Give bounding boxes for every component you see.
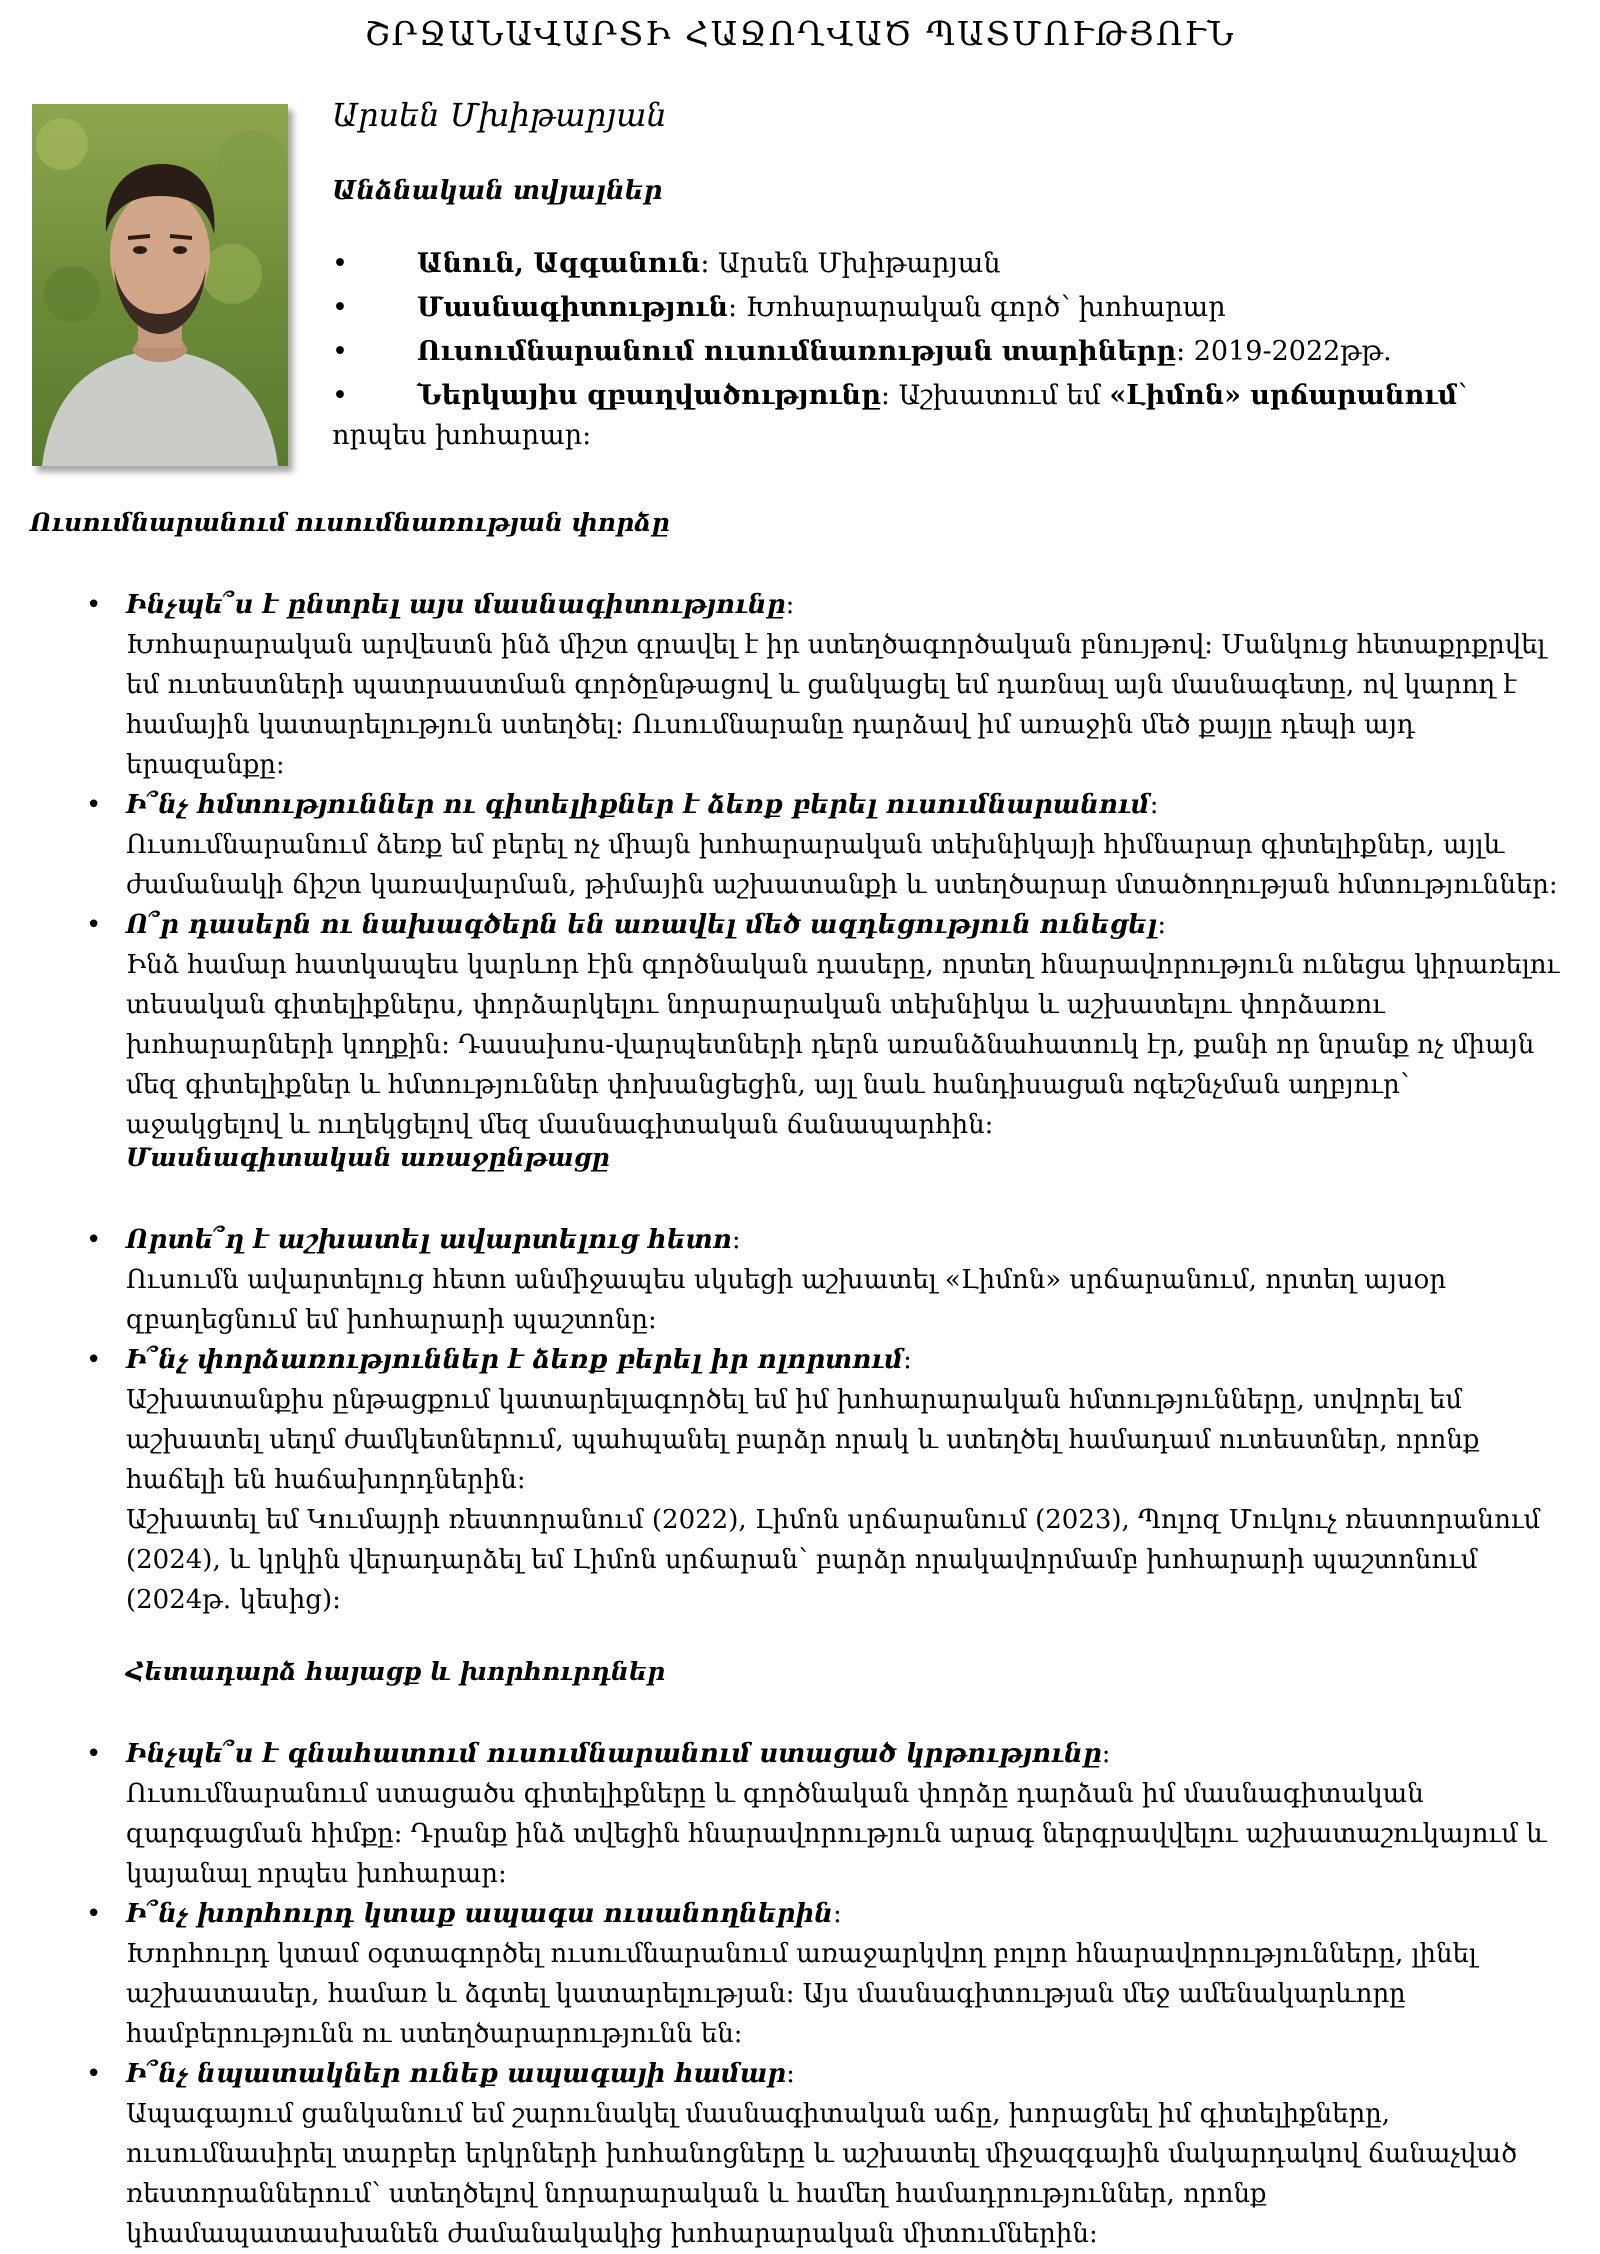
list-item: • Ո՞ր դասերն ու նախագծերն են առավել մեծ ազդեցություն ունեցել: Ինձ համար հատկապես կարևոր էին գործնական դասերը, որտեղ հնարավորություն ունեցա կիրառելու տեսական գիտելիքներս, փորձարկելու նորարարական տեխնիկա և աշխատելու փորձառու խոհարարների կողքին: Դասախոս-վարպետների դերն առանձնահատուկ էր, քանի որ նրանք ոչ միայն մեզ գիտելիքներ և հմտություններ փոխանցեցին, այլ նաև հանդիսացան ոգեշնչման աղբյուր՝ աջակցելով և ուղեկցելով մեզ մասնագիտական ճանապարհին: [126,905,1566,1145]
qa-list-career [86,1220,1566,1620]
person-name: Արսեն Մխիթարյան [332,96,667,134]
personal-heading: Անձնական տվյալներ [332,176,663,206]
personal-label: Ուսումնարանում ուսումնառության տարիները [417,336,1177,367]
personal-item [332,376,1562,456]
bullet-icon: • [332,292,348,323]
answer: Խոհարարական արվեստն ինձ միշտ գրավել է իր ստեղծագործական բնույթով: Մանկուց հետաքրքրվել եմ ուտեստների պատրաստման գործընթացով և ցանկացել եմ դառնալ այն մասնագետը, ով կարող է համային կատարելություն ստեղծել: Ուսումնարանը դարձավ իմ առաջին մեծ քայլը դեպի այդ երազանքը: [126,630,1546,780]
personal-value-end: ՝ որպես խոհարար: [332,380,1468,451]
bullet-icon: • [332,336,348,367]
question: Ի՞նչ հմտություններ ու գիտելիքներ է ձեռք բերել ուսումնարանում [126,790,1150,820]
document-title: ՇՐՋԱՆԱՎԱՐՏԻ ՀԱՋՈՂՎԱԾ ՊԱՏՄՈՒԹՅՈՒՆ [364,14,1236,53]
question: Ո՞ր դասերն ու նախագծերն են առավել մեծ ազդեցություն ունեցել [126,910,1158,940]
personal-item [332,288,1562,328]
list-item: • Ինչպե՞ս է գնահատում ուսումնարանում ստացած կրթությունը: Ուսումնարանում ստացածս գիտելիքները և գործնական փորձը դարձան իմ մասնագիտական զարգացման հիմքը: Դրանք ինձ տվեցին հնարավորություն արագ ներգրավվելու աշխատաշուկայում և կայանալ որպես խոհարար: [126,1734,1566,1894]
section-heading-career: Մասնագիտական առաջընթացը [126,1143,610,1172]
list-item: • Ի՞նչ հմտություններ ու գիտելիքներ է ձեռք բերել ուսումնարանում: Ուսումնարանում ձեռք եմ բերել ոչ միայն խոհարարական տեխնիկայի հիմնարար գիտելիքներ, այլև ժամանակի ճիշտ կառավարման, թիմային աշխատանքի և ստեղծարար մտածողության հմտություններ: [126,785,1566,905]
answer: Աշխատանքիս ընթացքում կատարելագործել եմ իմ խոհարարական հմտությունները, սովորել եմ աշխատել սեղմ ժամկետներում, պահպանել բարձր որակ և ստեղծել համադամ ուտեստներ, որոնք հաճելի են հաճախորդներին: [126,1385,1480,1495]
answer: Ուսումն ավարտելուց հետո անմիջապես սկսեցի աշխատել «Լիմոն» սրճարանում, որտեղ այսօր զբաղեցնում եմ խոհարարի պաշտոնը: [126,1265,1447,1335]
personal-label: Ներկայիս զբաղվածությունը [417,380,881,411]
answer: Խորհուրդ կտամ օգտագործել ուսումնարանում առաջարկվող բոլոր հնարավորությունները, լինել աշխատասեր, համառ և ձգտել կատարելության: Այս մասնագիտության մեջ ամենակարևորը համբերությունն ու ստեղծարարությունն են: [126,1939,1477,2049]
answer-continued: Աշխատել եմ Կումայրի ռեստորանում (2022), Լիմոն սրճարանում (2023), Պոլոզ Մուկուչ ռեստորանում (2024), և կրկին վերադարձել եմ Լիմոն սրճարան՝ բարձր որակավորմամբ խոհարարի պաշտոնում (2024թ. կեսից): [126,1505,1541,1615]
list-item: • Ի՞նչ փորձառություններ է ձեռք բերել իր ոլորտում: Աշխատանքիս ընթացքում կատարելագործել եմ իմ խոհարարական հմտությունները, սովորել եմ աշխատել սեղմ ժամկետներում, պահպանել բարձր որակ և ստեղծել համադամ ուտեստներ, որոնք հաճելի են հաճախորդներին: Աշխատել եմ Կումայրի ռեստորանում (2022), Լիմոն սրճարանում (2023), Պոլոզ Մուկուչ ռեստորանում (2024), և կրկին վերադարձել եմ Լիմոն սրճարան՝ բարձր որակավորմամբ խոհարարի պաշտոնում (2024թ. կեսից): [126,1340,1566,1620]
question: Ի՞նչ փորձառություններ է ձեռք բերել իր ոլորտում [126,1345,904,1375]
personal-item [332,244,1562,284]
question: Ինչպե՞ս է ընտրել այս մասնագիտությունը [126,590,786,620]
bullet-icon: • [86,790,102,820]
bullet-icon: • [86,590,102,620]
qa-list-study [86,585,1566,1145]
personal-value-bold: «Լիմոն» սրճարանում [1109,380,1458,411]
list-item: • Որտե՞ղ է աշխատել ավարտելուց հետո: Ուսումն ավարտելուց հետո անմիջապես սկսեցի աշխատել «Լիմոն» սրճարանում, որտեղ այսօր զբաղեցնում եմ խոհարարի պաշտոնը: [126,1220,1566,1340]
question: Որտե՞ղ է աշխատել ավարտելուց հետո [126,1225,732,1255]
bullet-icon: • [86,1225,102,1255]
personal-value: : Աշխատում եմ [880,380,1110,411]
personal-list [332,244,1562,460]
question: Ի՞նչ խորհուրդ կտաք ապագա ուսանողներին [126,1899,833,1929]
answer: Ուսումնարանում ստացածս գիտելիքները և գործնական փորձը դարձան իմ մասնագիտական զարգացման հիմքը: Դրանք ինձ տվեցին հնարավորություն արագ ներգրավվելու աշխատաշուկայում և կայանալ որպես խոհարար: [126,1779,1547,1889]
bullet-icon: • [86,1345,102,1375]
personal-value: : Արսեն Մխիթարյան [700,248,1001,279]
personal-value: : Խոհարարական գործ՝ խոհարար [728,292,1226,323]
section-heading-study: Ուսումնարանում ուսումնառության փորձը [30,508,670,537]
answer: Ինձ համար հատկապես կարևոր էին գործնական դասերը, որտեղ հնարավորություն ունեցա կիրառելու տեսական գիտելիքներս, փորձարկելու նորարարական տեխնիկա և աշխատելու փորձառու խոհարարների կողքին: Դասախոս-վարպետների դերն առանձնահատուկ էր, քանի որ նրանք ոչ միայն մեզ գիտելիքներ և հմտություններ փոխանցեցին, այլ նաև հանդիսացան ոգեշնչման աղբյուր՝ աջակցելով և ուղեկցելով մեզ մասնագիտական ճանապարհին: [126,950,1560,1140]
bullet-icon: • [86,1739,102,1769]
bullet-icon: • [332,380,348,411]
list-item: • Ի՞նչ նպատակներ ունեք ապագայի համար: Ապագայում ցանկանում եմ շարունակել մասնագիտական աճը, խորացնել իմ գիտելիքները, ուսումնասիրել տարբեր երկրների խոհանոցները և աշխատել միջազգային մակարդակով ճանաչված ռեստորաններում՝ ստեղծելով նորարարական և համեղ համադրություններ, որոնք կհամապատասխանեն ժամանակակից խոհարարական միտումներին: [126,2054,1566,2254]
personal-label: Անուն, Ազգանուն [417,248,701,279]
section-heading-reflection: Հետադարձ հայացք և խորհուրդներ [126,1657,666,1686]
list-item: • Ի՞նչ խորհուրդ կտաք ապագա ուսանողներին: Խորհուրդ կտամ օգտագործել ուսումնարանում առաջարկվող բոլոր հնարավորությունները, լինել աշխատասեր, համառ և ձգտել կատարելության: Այս մասնագիտության մեջ ամենակարևորը համբերությունն ու ստեղծարարությունն են: [126,1894,1566,2054]
list-item: • Ինչպե՞ս է ընտրել այս մասնագիտությունը: Խոհարարական արվեստն ինձ միշտ գրավել է իր ստեղծագործական բնույթով: Մանկուց հետաքրքրվել եմ ուտեստների պատրաստման գործընթացով և ցանկացել եմ դառնալ այն մասնագետը, ով կարող է համային կատարելություն ստեղծել: Ուսումնարանը դարձավ իմ առաջին մեծ քայլը դեպի այդ երազանքը: [126,585,1566,785]
question: Ի՞նչ նպատակներ ունեք ապագայի համար [126,2059,787,2089]
bullet-icon: • [86,1899,102,1929]
bullet-icon: • [332,248,348,279]
bullet-icon: • [86,2059,102,2089]
question: Ինչպե՞ս է գնահատում ուսումնարանում ստացած կրթությունը [126,1739,1102,1769]
answer: Ապագայում ցանկանում եմ շարունակել մասնագիտական աճը, խորացնել իմ գիտելիքները, ուսումնասիրել տարբեր երկրների խոհանոցները և աշխատել միջազգային մակարդակով ճանաչված ռեստորաններում՝ ստեղծելով նորարարական և համեղ համադրություններ, որոնք կհամապատասխանեն ժամանակակից խոհարարական միտումներին: [126,2099,1518,2249]
qa-list-reflection [86,1734,1566,2254]
bullet-icon: • [86,910,102,940]
personal-value: : 2019-2022թթ. [1176,336,1392,367]
profile-photo [32,104,288,466]
personal-label: Մասնագիտություն [417,292,729,323]
personal-item [332,332,1562,372]
answer: Ուսումնարանում ձեռք եմ բերել ոչ միայն խոհարարական տեխնիկայի հիմնարար գիտելիքներ, այլև ժամանակի ճիշտ կառավարման, թիմային աշխատանքի և ստեղծարար մտածողության հմտություններ: [126,830,1558,900]
